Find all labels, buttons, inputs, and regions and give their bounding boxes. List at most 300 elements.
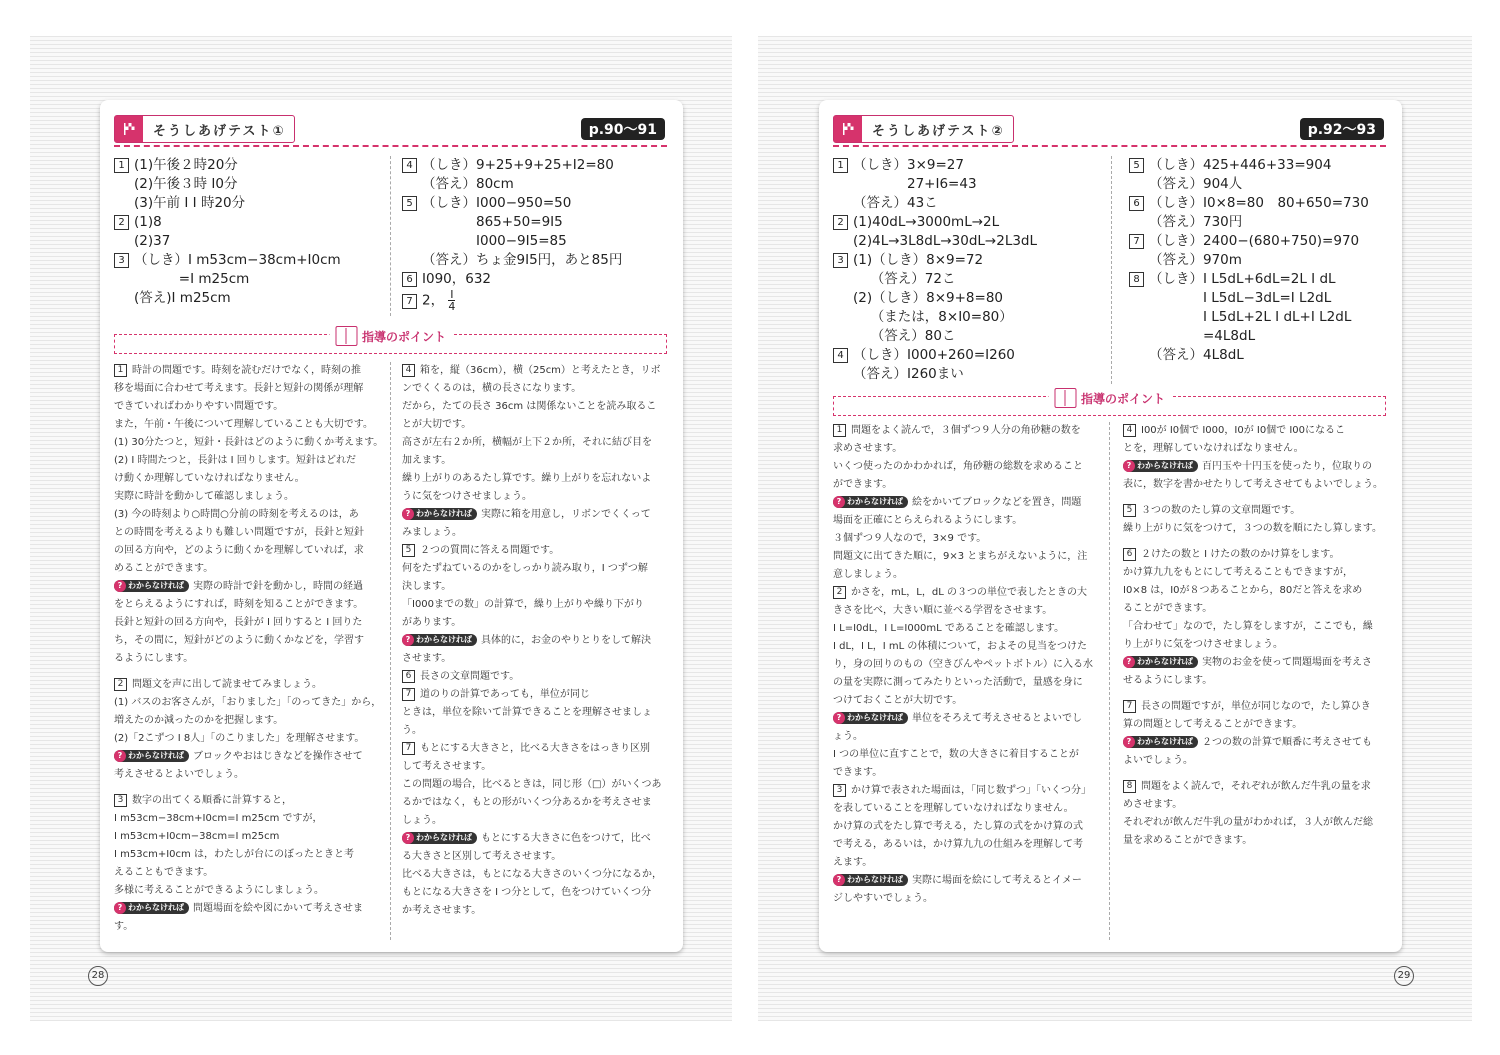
explanation-line [833, 710, 1105, 728]
explanation-line [402, 542, 670, 560]
right-page-number: 29 [1394, 966, 1414, 986]
explanation-line: り，身の回りのもの（空きびんやペットボトル）に入る水 [833, 659, 1093, 670]
explanation-line: るようにします。 [114, 653, 194, 664]
answer-text: （しき）I0×8=80 80+650=730 [1149, 195, 1369, 211]
answer-text: （しき）I m53cm−38cm+I0cm [134, 252, 341, 268]
hint-badge [114, 902, 189, 914]
right-title-tab [833, 115, 1014, 143]
answer-text: （または，8×I0=80） [853, 309, 1013, 325]
hint-badge [114, 580, 189, 592]
answer-line [1129, 175, 1409, 194]
question-mark-icon: ? [1123, 460, 1135, 472]
hint-badge-label: わからなければ [128, 581, 184, 590]
question-mark-icon: ? [114, 902, 126, 914]
answer-line [114, 213, 384, 232]
explanation-text: ２けたの数と I けたの数のかけ算をします。 [1141, 549, 1340, 560]
question-number: 6 [1123, 548, 1136, 561]
question-number: 5 [402, 196, 417, 211]
right-explain-col2 [1123, 422, 1389, 850]
explanation-line: り上がりに気をつけさせましょう。 [1123, 639, 1283, 650]
left-answers [114, 156, 667, 316]
answer-text: （答え）43こ [853, 195, 938, 211]
answer-line [1129, 289, 1409, 308]
answer-line [1129, 308, 1409, 327]
answer-line [402, 194, 682, 213]
left-point-text: 指導のポイント [361, 329, 447, 344]
explanation-line [402, 362, 670, 380]
answer-text: I L5dL−3dL=I L2dL [1149, 290, 1332, 306]
explanation-line: きさを比べ，大きい順に並べる学習をさせます。 [833, 605, 1053, 616]
right-explain-col1 [833, 422, 1105, 908]
explanation-text: ３つの数のたし算の文章問題です。 [1141, 505, 1301, 516]
explanation-line: I L=I0dL，I L=I000mL であることを確認します。 [833, 623, 1065, 634]
explanation-text: 時計の問題です。時刻を読むだけでなく，時刻の推 [132, 365, 361, 376]
hint-badge [833, 874, 908, 886]
explanation-line: 表に，数字を書かせたりして考えさせてもよいでしょう。 [1123, 479, 1383, 490]
explanation-line [1123, 734, 1389, 752]
question-number: 4 [1123, 424, 1136, 437]
explanation-line [1123, 538, 1389, 546]
right-answers-divider [1111, 156, 1112, 384]
question-mark-icon: ? [114, 580, 126, 592]
explanation-line: 繰り上がりに気をつけて，３つの数を順にたし算します。 [1123, 523, 1382, 534]
explanation-line [833, 872, 1105, 890]
explanation-line: もとになる大きさを I つ分として，色をつけていくつ分 [402, 887, 652, 898]
hint-badge [402, 832, 477, 844]
explanation-line: 何をたずねているのかをしっかり読み取り，I つずつ解 [402, 563, 648, 574]
question-number: 3 [114, 253, 129, 268]
right-answer-card [819, 100, 1402, 952]
explanation-line: 量を求めることができます。 [1123, 835, 1253, 846]
answer-text: (3)午前 I I 時20分 [134, 195, 246, 211]
explanation-text: 問題場面を絵や図にかいて考えさせま [193, 903, 363, 914]
explanation-text: ブロックやおはじきなどを操作させて [193, 751, 363, 762]
hint-badge-label: わからなければ [1137, 461, 1193, 470]
question-number: 5 [1129, 158, 1144, 173]
question-number: 6 [1129, 196, 1144, 211]
question-number: 7 [402, 294, 417, 309]
explanation-line: I つの単位に直すことで，数の大きさに着目することが [833, 749, 1079, 760]
answer-text: 865+50=9I5 [422, 214, 563, 230]
answer-line [402, 289, 682, 315]
explanation-line: とが大切です。 [402, 419, 472, 430]
fraction-numerator: I [450, 288, 454, 301]
explanation-line: できます。 [833, 767, 883, 778]
explanation-line: (3) 今の時刻より○時間○分前の時刻を考えるのは，あ [114, 509, 359, 520]
answer-line [833, 194, 1103, 213]
answer-line [402, 251, 682, 270]
explanation-line: 意しましょう。 [833, 569, 903, 580]
question-mark-icon: ? [833, 712, 845, 724]
answer-line [402, 175, 682, 194]
question-number: 7 [402, 688, 415, 701]
question-number: 5 [1123, 504, 1136, 517]
answer-line [1129, 270, 1409, 289]
hint-badge [114, 750, 189, 762]
explanation-text: ２つの質問に答える問題です。 [420, 545, 560, 556]
question-number: 6 [402, 272, 417, 287]
explanation-line [402, 506, 670, 524]
answer-line [833, 308, 1103, 327]
hint-badge-label: わからなければ [1137, 737, 1193, 746]
hint-badge [833, 712, 908, 724]
explanation-line: ンでくくるのは，横の長さになります。 [402, 383, 582, 394]
question-number: 1 [833, 158, 848, 173]
explanation-line: 問題文に出てきた順に，9×3 とまちがえないように，注 [833, 551, 1088, 562]
explanation-line: の回る方向や，どのように動くかを理解していれば，求 [114, 545, 364, 556]
explanation-line [833, 494, 1105, 512]
answer-line [833, 270, 1103, 289]
answer-line [833, 289, 1103, 308]
answer-text: （しき）I L5dL+6dL=2L I dL [1149, 271, 1336, 287]
question-number: 4 [402, 158, 417, 173]
question-number: 8 [1123, 780, 1136, 793]
question-number: 7 [402, 742, 415, 755]
explanation-line: とを，理解していなければなりません。 [1123, 443, 1304, 454]
hint-badge [1123, 656, 1198, 668]
explanation-line: で考える，あるいは，かけ算九九の仕組みを理解して考 [833, 839, 1083, 850]
right-page-range: p.92〜93 [1300, 118, 1384, 140]
question-number: 7 [1123, 700, 1136, 713]
hint-badge-label: わからなければ [128, 903, 184, 912]
question-number: 4 [402, 364, 415, 377]
explanation-line: 移を場面に合わせて考えます。長針と短針の関係が理解 [114, 383, 364, 394]
explanation-line: 決します。 [402, 581, 452, 592]
explanation-text: 単位をそろえて考えさせるとよいでし [912, 713, 1082, 724]
flag-icon [115, 116, 143, 142]
explanation-line: 場面を正確にとらえられるようにします。 [833, 515, 1023, 526]
explanation-line: いくつ使ったのかわかれば，角砂糖の総数を求めること [833, 461, 1083, 472]
answer-text: （しき）425+446+33=904 [1149, 157, 1332, 173]
explanation-line: めさせます。 [1123, 799, 1183, 810]
right-answers [833, 156, 1386, 382]
explanation-text: 実際の時計で針を動かし，時間の経過 [193, 581, 363, 592]
answer-text: （しき）I000−950=50 [422, 195, 572, 211]
explanation-line: めることができます。 [114, 563, 214, 574]
explanation-text: 具体的に，お金のやりとりをして解決 [481, 635, 651, 646]
answer-line [833, 232, 1103, 251]
left-point-label [329, 326, 452, 346]
explanation-line [402, 830, 670, 848]
explanation-line: また，午前・午後について理解していることも大切です。 [114, 419, 373, 430]
question-mark-icon: ? [1123, 736, 1135, 748]
answer-line [1129, 232, 1409, 251]
explanation-line: I m53cm+I0cm は，わたしが台にのぼったときと考 [114, 849, 354, 860]
explanation-line [114, 668, 386, 676]
explanation-line [833, 782, 1105, 800]
explanation-line: (1) 30分たつと，短針・長針はどのように動くか考えます。 [114, 437, 384, 448]
answer-line [402, 156, 682, 175]
explanation-line [1123, 422, 1389, 440]
explanation-line: 実際に時計を動かして確認しましょう。 [114, 491, 294, 502]
answer-line [114, 156, 384, 175]
answer-text: (1)8 [134, 214, 162, 230]
hint-badge [402, 634, 477, 646]
explanation-text: 問題をよく読んで，それぞれが飲んだ牛乳の量を求 [1141, 781, 1371, 792]
explanation-line: 増えたのか減ったのかを把握します。 [114, 715, 284, 726]
right-title: そうしあげテスト② [872, 123, 1005, 139]
explanation-line: (2)「2こずつ I 8人」「のこりました」を理解させます。 [114, 733, 365, 744]
answer-text: （答え）970m [1149, 252, 1242, 268]
explanation-line: 長針と短針の回る方向や，長針が I 回りすると I 回りた [114, 617, 363, 628]
fraction [448, 289, 455, 312]
answer-line [833, 251, 1103, 270]
book-icon [1054, 388, 1076, 408]
left-title-tab [114, 115, 295, 143]
answer-line [1129, 346, 1409, 365]
right-point-bar [833, 391, 1386, 416]
explanation-line: 多様に考えることができるようにしましょう。 [114, 885, 324, 896]
answer-line [833, 175, 1103, 194]
explanation-line [402, 686, 670, 704]
answer-text: 2， [422, 292, 445, 309]
explanation-line [402, 632, 670, 650]
explanation-line: つけておくことが大切です。 [833, 695, 963, 706]
answer-line [114, 194, 384, 213]
explanation-line: 「合わせて」なので，たし算をしますが，ここでも，繰 [1123, 621, 1373, 632]
explanation-line: ることができます。 [1123, 603, 1213, 614]
answer-line [114, 232, 384, 251]
explanation-line: よいでしょう。 [1123, 755, 1193, 766]
right-answers-col1 [833, 156, 1103, 384]
explanation-line: (1) バスのお客さんが，「おりました」「のってきた」から， [114, 697, 382, 708]
answer-text: 27+I6=43 [853, 176, 977, 192]
explanation-line: この問題の場合，比べるときは，同じ形（□）がいくつあ [402, 779, 662, 790]
left-explain-col1 [114, 362, 386, 936]
explanation-line [1123, 546, 1389, 564]
explanation-text: かさを，mL，L，dL の３つの単位で表したときの大 [851, 587, 1087, 598]
hint-badge-label: わからなければ [128, 751, 184, 760]
answer-line [833, 365, 1103, 384]
answer-text: I L5dL+2L I dL+I L2dL [1149, 309, 1352, 325]
answer-text: （答え）72こ [853, 271, 956, 287]
explanation-line [1123, 654, 1389, 672]
left-answers-divider [390, 156, 391, 316]
question-mark-icon: ? [402, 634, 414, 646]
explanation-text: I00が I0個で I000，I0が I0個で I00になるこ [1141, 425, 1346, 436]
answer-text: =I m25cm [134, 271, 250, 287]
answer-line [1129, 251, 1409, 270]
explanation-line: があります。 [402, 617, 462, 628]
answer-line [833, 327, 1103, 346]
hint-badge-label: わからなければ [416, 635, 472, 644]
explanation-line: して考えさせます。 [402, 761, 492, 772]
hint-badge-label: わからなければ [847, 875, 903, 884]
answer-text: （答え）730円 [1149, 214, 1243, 230]
answer-line [1129, 156, 1409, 175]
explanation-text: かけ算で表された場面は，「同じ数ずつ」「いくつ分」 [851, 785, 1091, 796]
explanation-line [1123, 502, 1389, 520]
right-point-label [1048, 388, 1171, 408]
answer-line [833, 213, 1103, 232]
explanation-line [114, 792, 386, 810]
explanation-text: 道のりの計算であっても，単位が同じ [420, 689, 590, 700]
explanation-line: る大きさと区別して考えさせます。 [402, 851, 562, 862]
answer-line [114, 270, 384, 289]
right-point-text: 指導のポイント [1080, 391, 1166, 406]
answer-text: (1)午後２時20分 [134, 157, 238, 173]
left-answer-card [100, 100, 683, 952]
question-mark-icon: ? [402, 832, 414, 844]
answer-text: （答え）I260まい [853, 366, 964, 382]
question-mark-icon: ? [833, 874, 845, 886]
explanation-line [402, 740, 670, 758]
explanation-text: 実際に場面を絵にして考えるとイメー [912, 875, 1082, 886]
explanation-line: 加えます。 [402, 455, 452, 466]
explanation-line [1123, 778, 1389, 796]
explanation-line: かけ算九九をもとにして考えることもできますが， [1123, 567, 1353, 578]
explanation-line: を表していることを理解していなければなりません。 [833, 803, 1074, 814]
explanation-text: もとにする大きさに色をつけて，比べ [481, 833, 651, 844]
explanation-line: せるようにします。 [1123, 675, 1213, 686]
explanation-line: をとらえるようにすれば，時刻を知ることができます。 [114, 599, 364, 610]
fraction-denominator: 4 [448, 300, 456, 313]
explanation-text: 箱を，縦（36cm），横（25cm）と考えたとき，リボ [420, 365, 661, 376]
explanation-line [402, 668, 670, 686]
explanation-line: 求めさせます。 [833, 443, 903, 454]
answer-line [114, 175, 384, 194]
explanation-text: 長さの問題ですが，単位が同じなので，たし算ひき [1141, 701, 1371, 712]
explanation-line: させます。 [402, 653, 452, 664]
answer-text: (2)午後３時 I0分 [134, 176, 238, 192]
answer-line [1129, 213, 1409, 232]
answer-line [114, 289, 384, 308]
explanation-line: う。 [402, 725, 422, 736]
question-number: 6 [402, 670, 415, 683]
explanation-line [114, 578, 386, 596]
explanation-text: もとにする大きさと，比べる大きさをはっきり区別 [420, 743, 650, 754]
explanation-line: け動くか理解していなければなりません。 [114, 473, 305, 484]
flag-icon [834, 116, 862, 142]
explanation-line: だから，たての長さ 36cm は関係ないことを読み取るこ [402, 401, 657, 412]
hint-badge-label: わからなければ [416, 509, 472, 518]
answer-text: =4L8dL [1149, 328, 1256, 344]
left-answers-col1 [114, 156, 384, 308]
explanation-line [1123, 690, 1389, 698]
explanation-line: の量を実際に測ってみたりといった活動で，量感を身に [833, 677, 1083, 688]
explanation-line: ち，その間に，短針がどのように動くかなどを，学習す [114, 635, 364, 646]
explanation-line: できていればわかりやすい問題です。 [114, 401, 284, 412]
answer-line [402, 270, 682, 289]
explanation-line: ょう。 [833, 731, 863, 742]
book-icon [335, 326, 357, 346]
hint-badge [1123, 736, 1198, 748]
explanation-line: ときは，単位を除いて計算できることを理解させましょ [402, 707, 652, 718]
explanation-line: ３個ずつ９人なので，3×9 です。 [833, 533, 987, 544]
explanation-line: えます。 [833, 857, 873, 868]
explanation-line: かけ算の式をたし算で考える，たし算の式をかけ算の式 [833, 821, 1083, 832]
question-number: 2 [833, 586, 846, 599]
question-number: 3 [114, 794, 127, 807]
answer-text: （しき）I000+260=I260 [853, 347, 1015, 363]
question-number: 4 [833, 348, 848, 363]
explanation-line: か考えさせます。 [402, 905, 482, 916]
explanation-line: 算の問題として考えることができます。 [1123, 719, 1303, 730]
hint-badge-label: わからなければ [847, 713, 903, 722]
hint-badge-label: わからなければ [847, 497, 903, 506]
answer-text: (1)（しき）8×9=72 [853, 252, 984, 268]
answer-text: （答え）ちょ金9I5円，あと85円 [422, 252, 623, 268]
answer-text: （しき）2400−(680+750)=970 [1149, 233, 1360, 249]
explanation-line: うに気をつけさせましょう。 [402, 491, 532, 502]
left-title-rule [114, 145, 667, 147]
answer-text: (2)37 [134, 233, 171, 249]
explanation-text: 実物のお金を使って問題場面を考えさ [1202, 657, 1372, 668]
question-mark-icon: ? [402, 508, 414, 520]
answer-line [833, 346, 1103, 365]
explanation-line: I dL，I L，I mL の体積について，およその見当をつけた [833, 641, 1087, 652]
explanation-line: ができます。 [833, 479, 893, 490]
explanation-line: す。 [114, 921, 134, 932]
question-number: 1 [833, 424, 846, 437]
answer-text: （答え）80cm [422, 176, 514, 192]
explanation-text: 長さの文章問題です。 [420, 671, 520, 682]
explanation-text: 絵をかいてブロックなどを置き，問題 [912, 497, 1082, 508]
question-mark-icon: ? [114, 750, 126, 762]
explanation-text: 数字の出てくる順番に計算すると， [132, 795, 292, 806]
answer-line [1129, 194, 1409, 213]
question-number: 3 [833, 253, 848, 268]
explanation-line: えることもできます。 [114, 867, 214, 878]
explanation-line: I0×8 は，I0が８つあることから，80だと答えを求め [1123, 585, 1363, 596]
explanation-line [1123, 458, 1389, 476]
left-page-number: 28 [88, 966, 108, 986]
answer-text: （答え）4L8dL [1149, 347, 1244, 363]
question-number: 3 [833, 784, 846, 797]
explanation-text: ２つの数の計算で順番に考えさせても [1202, 737, 1372, 748]
answer-text: （答え）904人 [1149, 176, 1243, 192]
hint-badge-label: わからなければ [1137, 657, 1193, 666]
explanation-line [114, 362, 386, 380]
left-title: そうしあげテスト① [153, 123, 286, 139]
explanation-line [114, 900, 386, 918]
question-mark-icon: ? [1123, 656, 1135, 668]
explanation-line: みましょう。 [402, 527, 462, 538]
answer-text: (2)（しき）8×9+8=80 [853, 290, 1004, 306]
question-number: 5 [402, 544, 415, 557]
answer-text: (1)40dL→3000mL→2L [853, 214, 1000, 230]
answer-line [833, 156, 1103, 175]
answer-text: （答え）80こ [853, 328, 956, 344]
left-answers-col2 [402, 156, 682, 315]
right-answers-col2 [1129, 156, 1409, 365]
answer-line [114, 251, 384, 270]
explanation-line: 繰り上がりのあるたし算です。繰り上がりを忘れないよ [402, 473, 652, 484]
explanation-line [1123, 698, 1389, 716]
explanation-line: ジしやすいでしょう。 [833, 893, 933, 904]
explanation-text: 問題文を声に出して読ませてみましょう。 [132, 679, 322, 690]
question-number: 1 [114, 364, 127, 377]
answer-text: （しき）3×9=27 [853, 157, 964, 173]
explanation-line: それぞれが飲んだ牛乳の量がわかれば，３人が飲んだ総 [1123, 817, 1373, 828]
explanation-line: るかではなく，もとの形がいくつ分あるかを考えさせま [402, 797, 652, 808]
hint-badge [833, 496, 908, 508]
explanation-text: 百円玉や十円玉を使ったり，位取りの [1202, 461, 1372, 472]
question-mark-icon: ? [833, 496, 845, 508]
explanation-line [114, 748, 386, 766]
question-number: 2 [114, 215, 129, 230]
answer-line [402, 232, 682, 251]
question-number: 2 [833, 215, 848, 230]
answer-text: I090，632 [422, 271, 492, 287]
left-page-range: p.90〜91 [581, 118, 665, 140]
question-number: 7 [1129, 234, 1144, 249]
explanation-line [1123, 770, 1389, 778]
left-point-bar [114, 329, 667, 354]
left-explain-col2 [402, 362, 670, 920]
answer-line [402, 213, 682, 232]
explanation-text: 実際に箱を用意し，リボンでくくって [481, 509, 651, 520]
